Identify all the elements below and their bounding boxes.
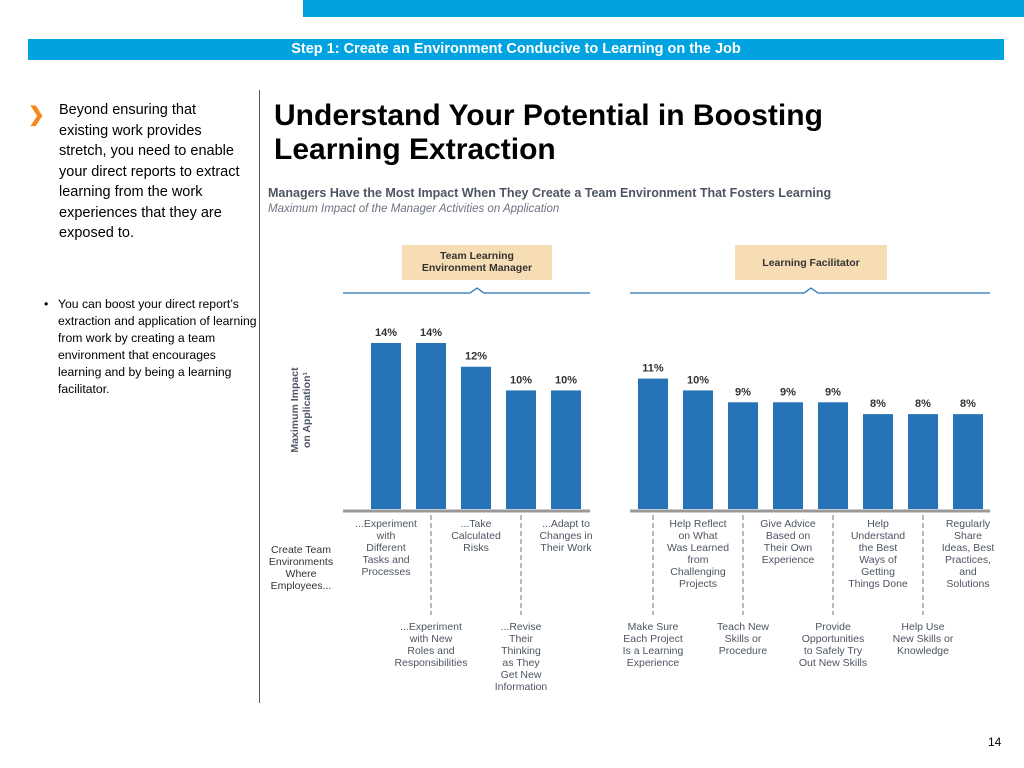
category-label: Teach New Skills or Procedure: [717, 621, 769, 657]
bullet-dot: •: [44, 297, 49, 311]
category-label: Help Understand the Best Ways of Getting Things Done: [848, 518, 908, 590]
bar-value-label: 10%: [509, 374, 533, 387]
bar-value-label: 9%: [735, 386, 751, 399]
bar: [773, 402, 803, 509]
bar-value-label: 9%: [825, 386, 841, 399]
lead-paragraph: Beyond ensuring that existing work provides stretch, you need to enable your direct reports to extract learning from the work experiences that they are exposed to.: [59, 102, 240, 241]
group-label: Learning Facilitator: [762, 257, 860, 269]
category-label: Regularly Share Ideas, Best Practices, and Solutions: [941, 518, 995, 590]
bar-value-label: 8%: [960, 398, 976, 411]
group-label: Team Learning Environment Manager: [421, 250, 533, 274]
y-axis-label: Maximum Impacton Application¹: [289, 367, 313, 453]
bar: [953, 414, 983, 509]
category-label: Help Reflect on What Was Learned from Challenging Projects: [666, 518, 730, 590]
bar: [371, 343, 401, 509]
bar: [863, 414, 893, 509]
bar-value-label: 8%: [915, 398, 931, 411]
category-label: Help Use New Skills or Knowledge: [892, 621, 954, 657]
bar-value-label: 8%: [870, 398, 886, 411]
category-label: Give Advice Based on Their Own Experience: [760, 518, 816, 566]
bar: [683, 390, 713, 509]
bar-value-label: 11%: [642, 362, 664, 375]
bar: [908, 414, 938, 509]
category-label: ...Take Calculated Risks: [451, 518, 501, 554]
bar: [638, 379, 668, 509]
category-label: Provide Opportunities to Safely Try Out New Skills: [798, 621, 868, 669]
page-title-line-1: Understand Your Potential in Boosting: [274, 99, 823, 132]
step-banner: Step 1: Create an Environment Conducive to Learning on the Job: [28, 39, 1004, 60]
group-brace: [343, 288, 590, 293]
chevron-icon: ❯: [28, 104, 45, 126]
category-label: ...Experiment with New Roles and Responsibilities: [394, 621, 468, 669]
chart-title: Managers Have the Most Impact When They Create a Team Environment That Fosters Learning: [268, 186, 832, 200]
page-number: 14: [988, 735, 1002, 749]
category-label: ...Adapt to Changes in Their Work: [539, 518, 593, 554]
bar: [818, 402, 848, 509]
bar: [506, 390, 536, 509]
bullet-text: You can boost your direct report’s extraction and application of learning from work by creating a team environment that encourages learning and by being a learning facilitator.: [58, 297, 257, 396]
bar-value-label: 14%: [419, 327, 443, 339]
group-brace: [630, 288, 990, 293]
bar: [416, 343, 446, 509]
category-label: Make Sure Each Project Is a Learning Experience: [622, 621, 684, 669]
bar: [461, 367, 491, 509]
category-label: ...Experiment with Different Tasks and Processes: [355, 518, 417, 578]
bar-value-label: 10%: [554, 374, 578, 387]
bar: [551, 390, 581, 509]
bar-value-label: 10%: [686, 374, 710, 387]
category-label: ...Revise Their Thinking as They Get New Information: [494, 621, 548, 693]
bar-value-label: 14%: [374, 327, 398, 339]
bar-value-label: 12%: [464, 350, 488, 363]
bar: [728, 402, 758, 509]
page-title-line-2: Learning Extraction: [274, 133, 556, 166]
row-label: Create Team Environments Where Employees...: [268, 544, 334, 592]
bar-value-label: 9%: [780, 386, 796, 399]
chart-subtitle: Maximum Impact of the Manager Activities on Application: [268, 203, 560, 215]
